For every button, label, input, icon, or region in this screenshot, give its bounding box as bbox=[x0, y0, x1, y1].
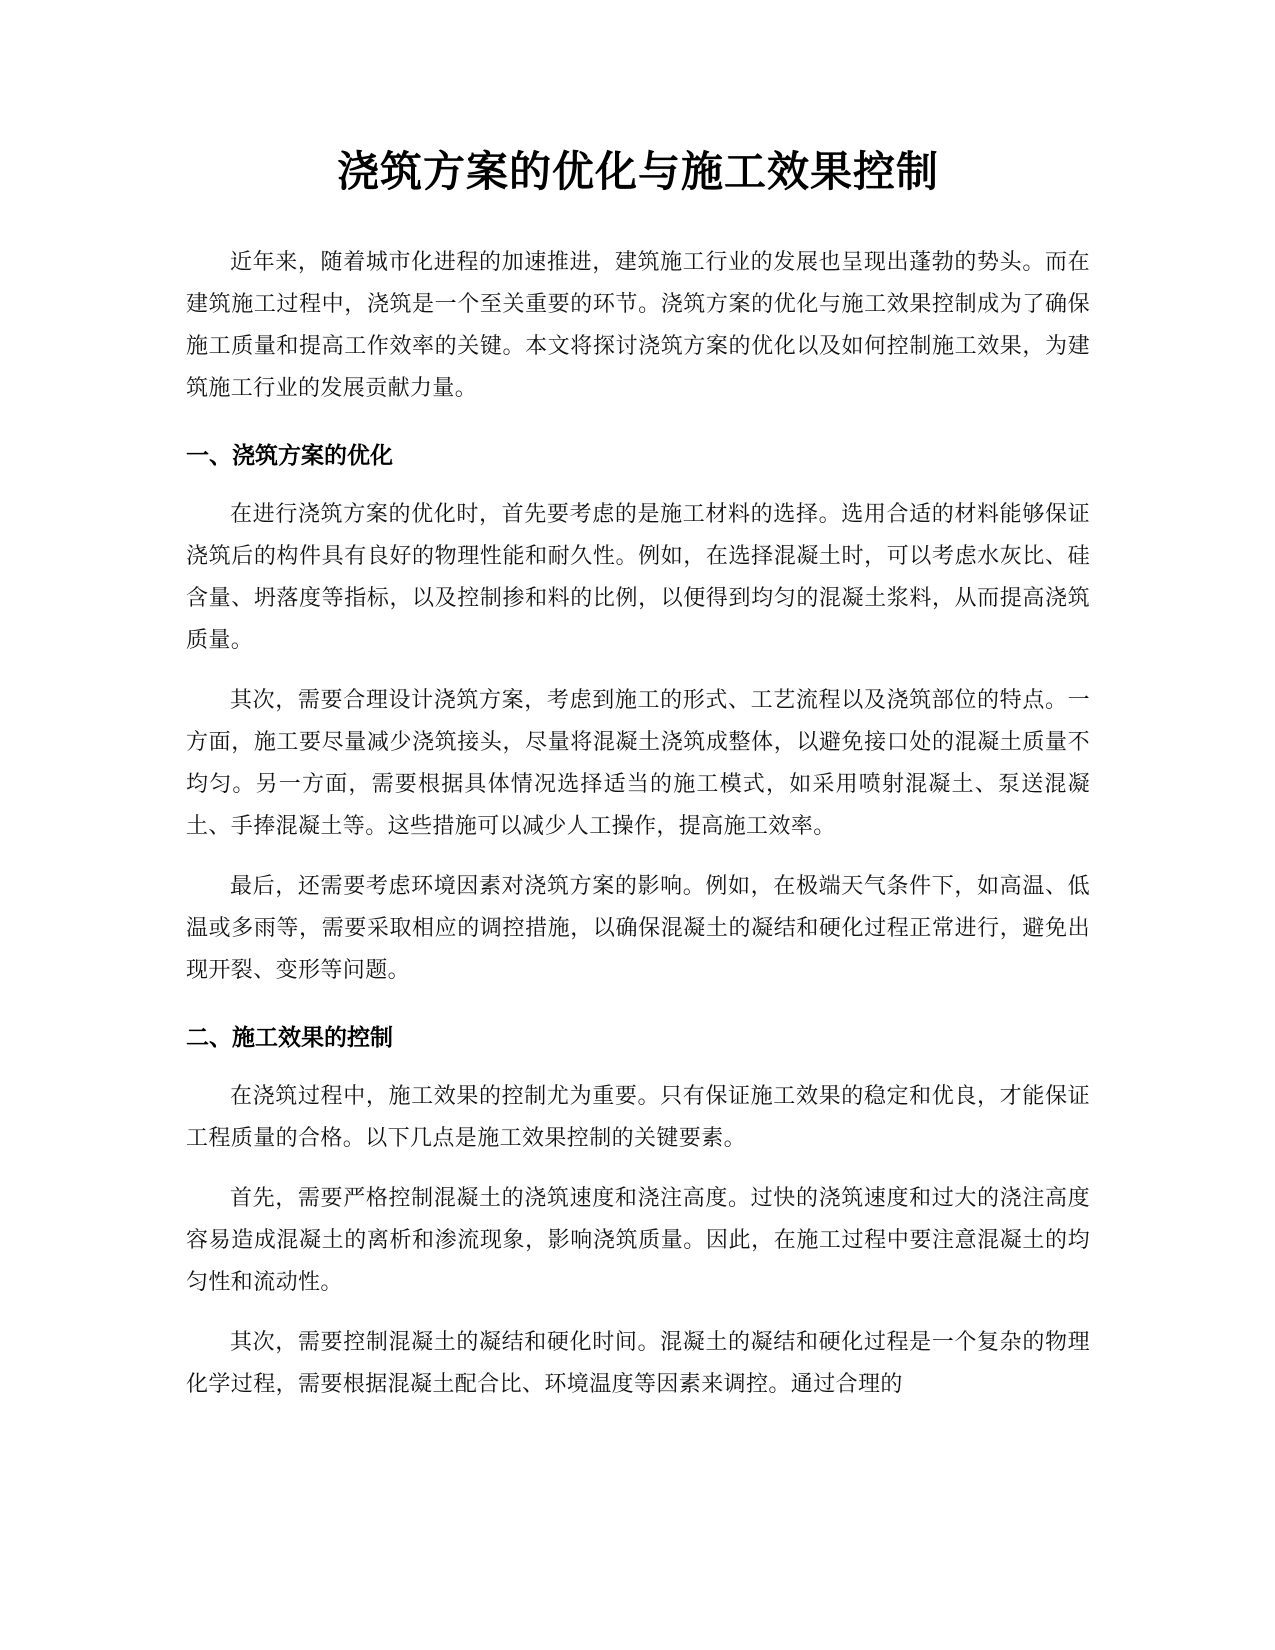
section-2-paragraph-3: 其次，需要控制混凝土的凝结和硬化时间。混凝土的凝结和硬化过程是一个复杂的物理化学过程，需要根据混凝土配合比、环境温度等因素来调控。通过合理的 bbox=[186, 1330, 1090, 1397]
section-heading-2: 二、施工效果的控制 bbox=[186, 1025, 393, 1051]
document-title: 浇筑方案的优化与施工效果控制 bbox=[336, 147, 939, 196]
section-2-paragraph-1: 在浇筑过程中，施工效果的控制尤为重要。只有保证施工效果的稳定和优良，才能保证工程质量的合格。以下几点是施工效果控制的关键要素。 bbox=[186, 1084, 1090, 1151]
section-1-paragraph-3: 最后，还需要考虑环境因素对浇筑方案的影响。例如，在极端天气条件下，如高温、低温或多雨等，需要采取相应的调控措施，以确保混凝土的凝结和硬化过程正常进行，避免出现开裂、变形等问题。 bbox=[186, 874, 1090, 983]
section-1-paragraph-2: 其次，需要合理设计浇筑方案，考虑到施工的形式、工艺流程以及浇筑部位的特点。一方面，施工要尽量减少浇筑接头，尽量将混凝土浇筑成整体，以避免接口处的混凝土质量不均匀。另一方面，需要根据具体情况选择适当的施工模式，如采用喷射混凝土、泵送混凝土、手捧混凝土等。这些措施可以减少人工操作，提高施工效率。 bbox=[186, 688, 1090, 839]
section-heading-1: 一、浇筑方案的优化 bbox=[186, 443, 393, 469]
section-1-paragraph-1: 在进行浇筑方案的优化时，首先要考虑的是施工材料的选择。选用合适的材料能够保证浇筑后的构件具有良好的物理性能和耐久性。例如，在选择混凝土时，可以考虑水灰比、硅含量、坍落度等指标，以及控制掺和料的比例，以便得到均匀的混凝土浆料，从而提高浇筑质量。 bbox=[186, 502, 1090, 653]
section-2-paragraph-2: 首先，需要严格控制混凝土的浇筑速度和浇注高度。过快的浇筑速度和过大的浇注高度容易造成混凝土的离析和渗流现象，影响浇筑质量。因此，在施工过程中要注意混凝土的均匀性和流动性。 bbox=[186, 1186, 1090, 1295]
intro-paragraph: 近年来，随着城市化进程的加速推进，建筑施工行业的发展也呈现出蓬勃的势头。而在建筑施工过程中，浇筑是一个至关重要的环节。浇筑方案的优化与施工效果控制成为了确保施工质量和提高工作效率的关键。本文将探讨浇筑方案的优化以及如何控制施工效果，为建筑施工行业的发展贡献力量。 bbox=[186, 250, 1090, 401]
document-body bbox=[186, 140, 1090, 1424]
